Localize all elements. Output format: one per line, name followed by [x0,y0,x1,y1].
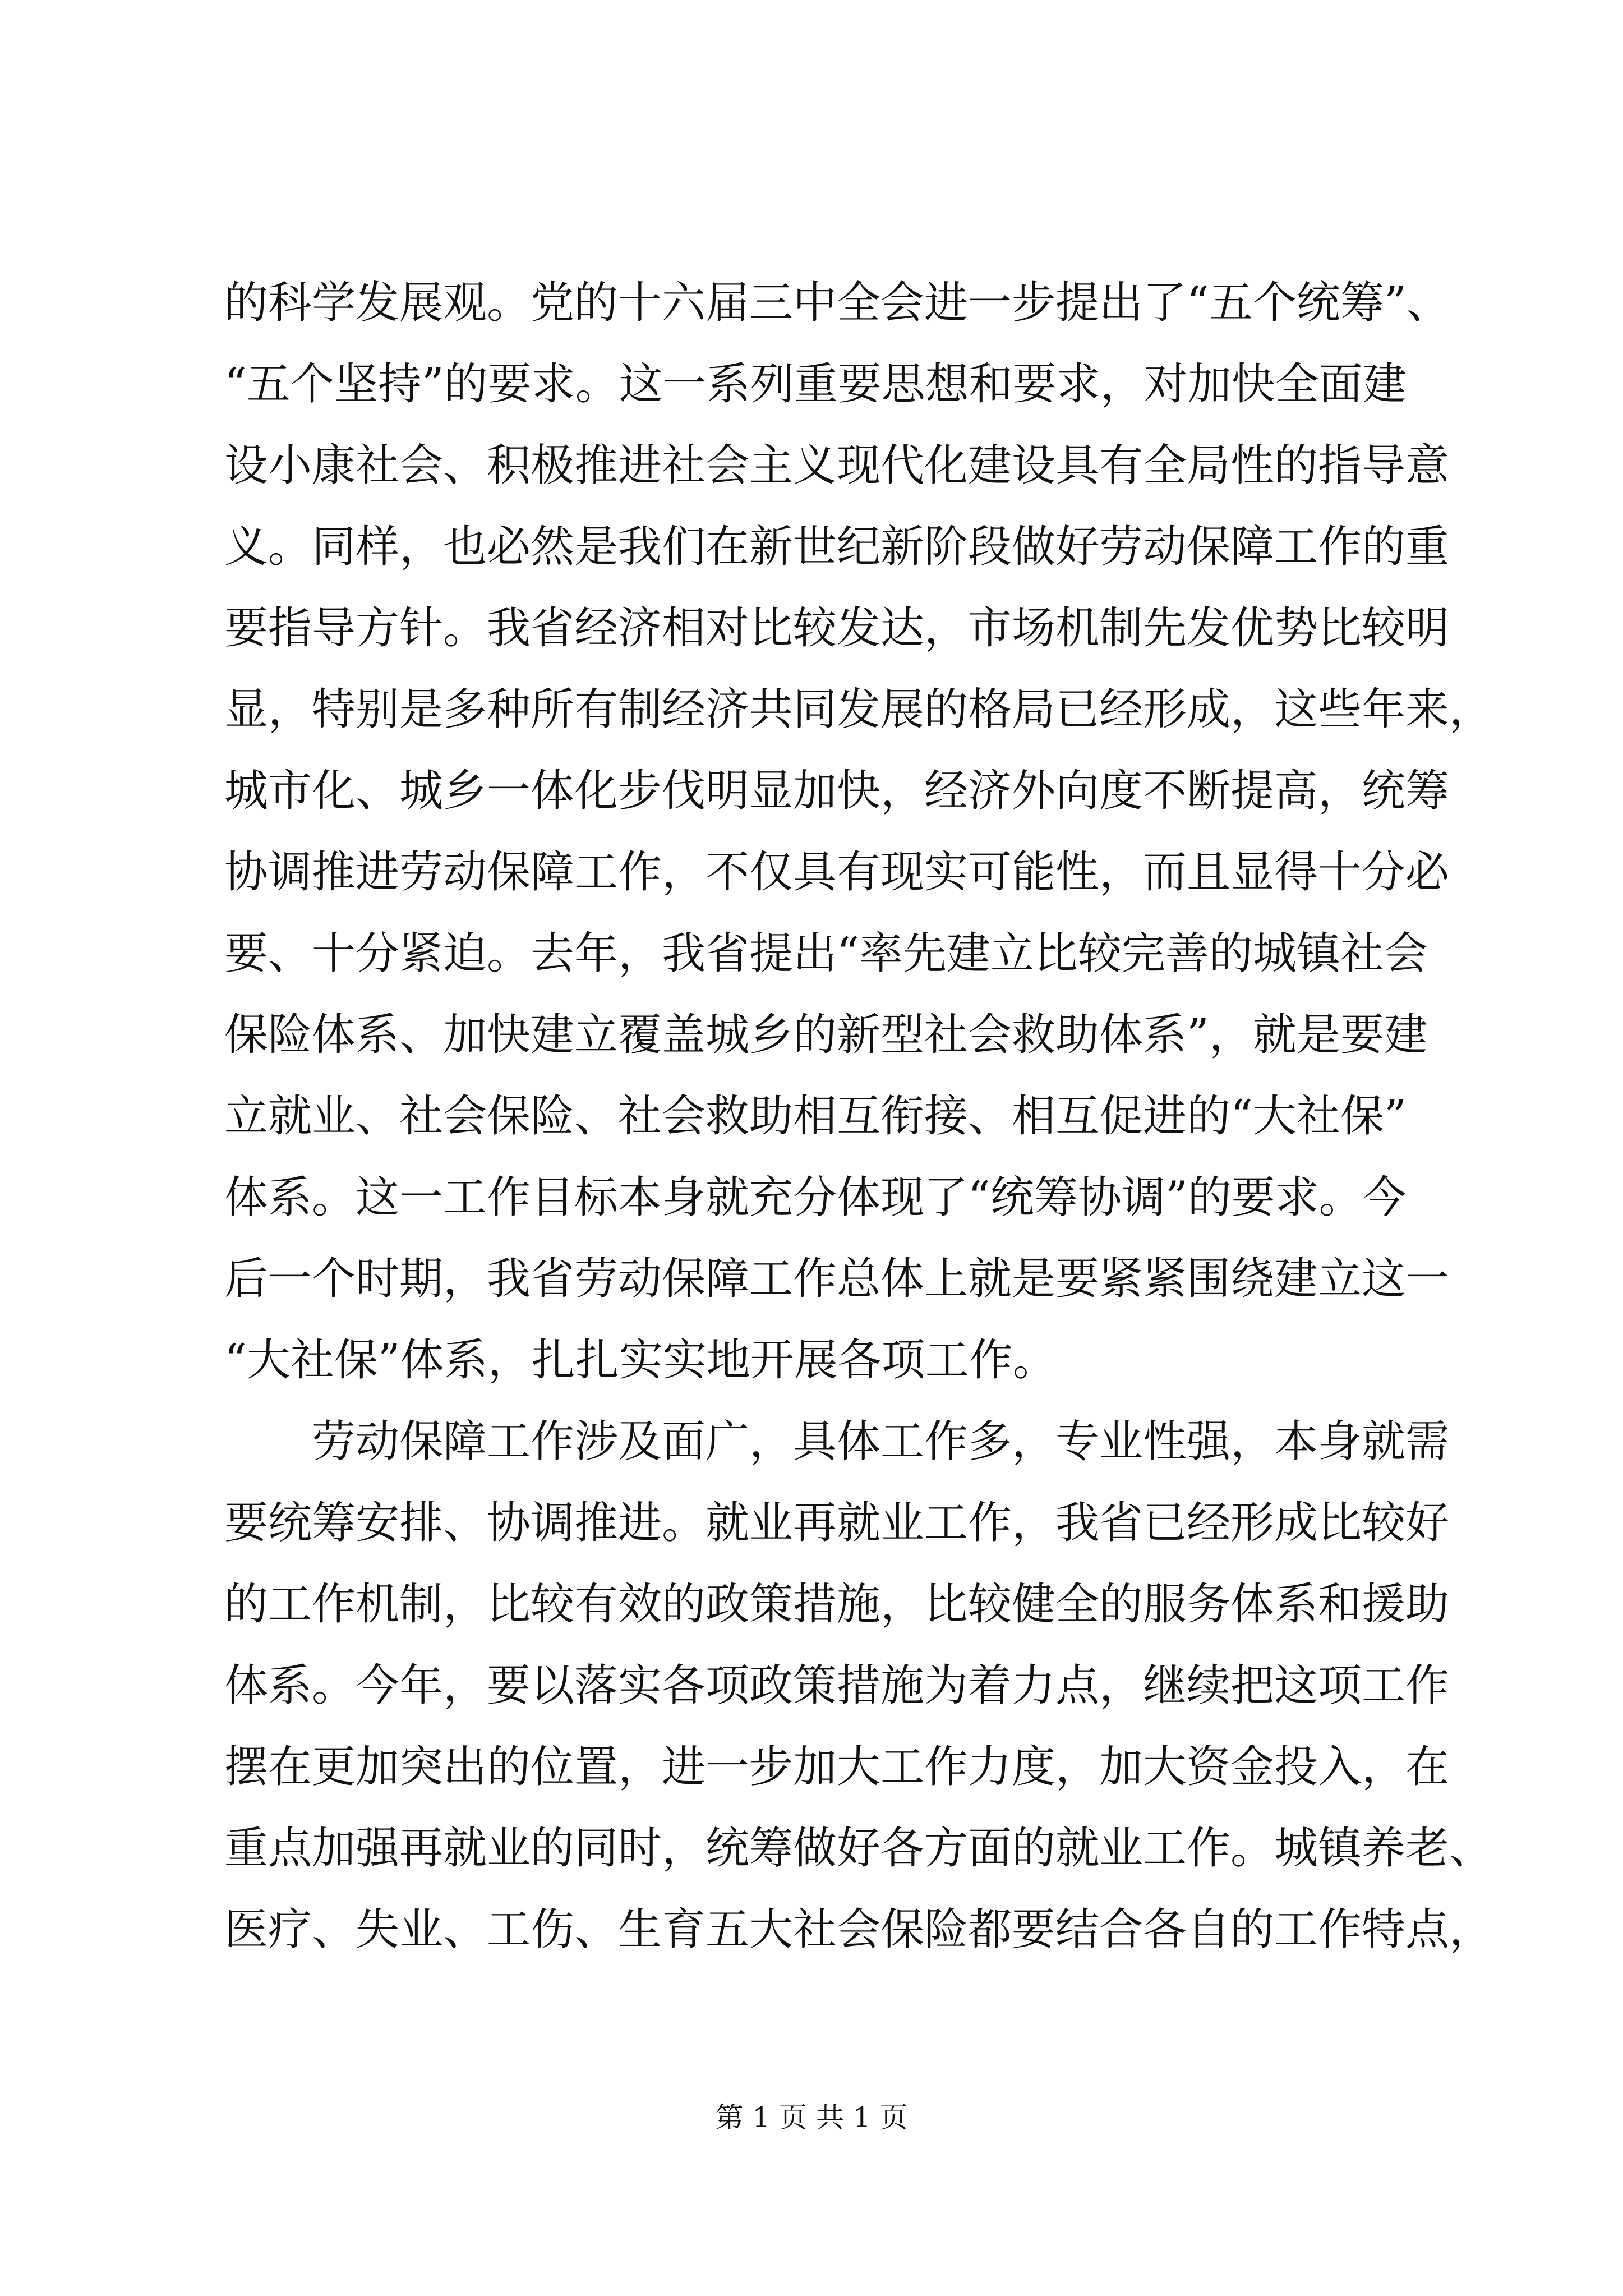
text-line: 要指导方针。我省经济相对比较发达，市场机制先发优势比较明 [224,603,1450,654]
text-line: 显，特别是多种所有制经济共同发展的格局已经形成，这些年来， [224,684,1493,735]
text-line: 摆在更加突出的位置，进一步加大工作力度，加大资金投入，在 [224,1742,1450,1792]
text-line: 立就业、社会保险、社会救助相互衔接、相互促进的“大社保” [224,1091,1407,1142]
text-line: 医疗、失业、工伤、生育五大社会保险都要结合各自的工作特点， [224,1904,1493,1955]
document-body [224,263,1493,1971]
text-line: 重点加强再就业的同时，统筹做好各方面的就业工作。城镇养老、 [224,1823,1493,1874]
text-line: 义。同样，也必然是我们在新世纪新阶段做好劳动保障工作的重 [224,522,1450,572]
text-line: “五个坚持”的要求。这一系列重要思想和要求，对加快全面建 [224,359,1407,409]
text-line: 后一个时期，我省劳动保障工作总体上就是要紧紧围绕建立这一 [224,1254,1450,1304]
text-line: “大社保”体系，扎扎实实地开展各项工作。 [224,1335,1057,1386]
text-line: 的科学发展观。党的十六届三中全会进一步提出了“五个统筹”、 [224,278,1450,328]
text-line: 要、十分紧迫。去年，我省提出“率先建立比较完善的城镇社会 [224,928,1428,979]
paragraph-1 [224,263,1493,1401]
text-line: 设小康社会、积极推进社会主义现代化建设具有全局性的指导意 [224,440,1450,491]
text-line: 协调推进劳动保障工作，不仅具有现实可能性，而且显得十分必 [224,847,1450,898]
text-line: 体系。这一工作目标本身就充分体现了“统筹协调”的要求。今 [224,1172,1407,1223]
text-line: 的工作机制，比较有效的政策措施，比较健全的服务体系和援助 [224,1579,1450,1630]
text-line: 要统筹安排、协调推进。就业再就业工作，我省已经形成比较好 [224,1498,1450,1548]
paragraph-2 [224,1401,1493,1971]
page-footer: 第 1 页 共 1 页 [715,2101,908,2134]
text-line: 保险体系、加快建立覆盖城乡的新型社会救助体系”，就是要建 [224,1010,1428,1060]
text-line: 城市化、城乡一体化步伐明显加快，经济外向度不断提高，统筹 [224,766,1450,816]
text-line: 体系。今年，要以落实各项政策措施为着力点，继续把这项工作 [224,1660,1450,1711]
text-line: 劳动保障工作涉及面广，具体工作多，专业性强，本身就需 [312,1416,1450,1467]
